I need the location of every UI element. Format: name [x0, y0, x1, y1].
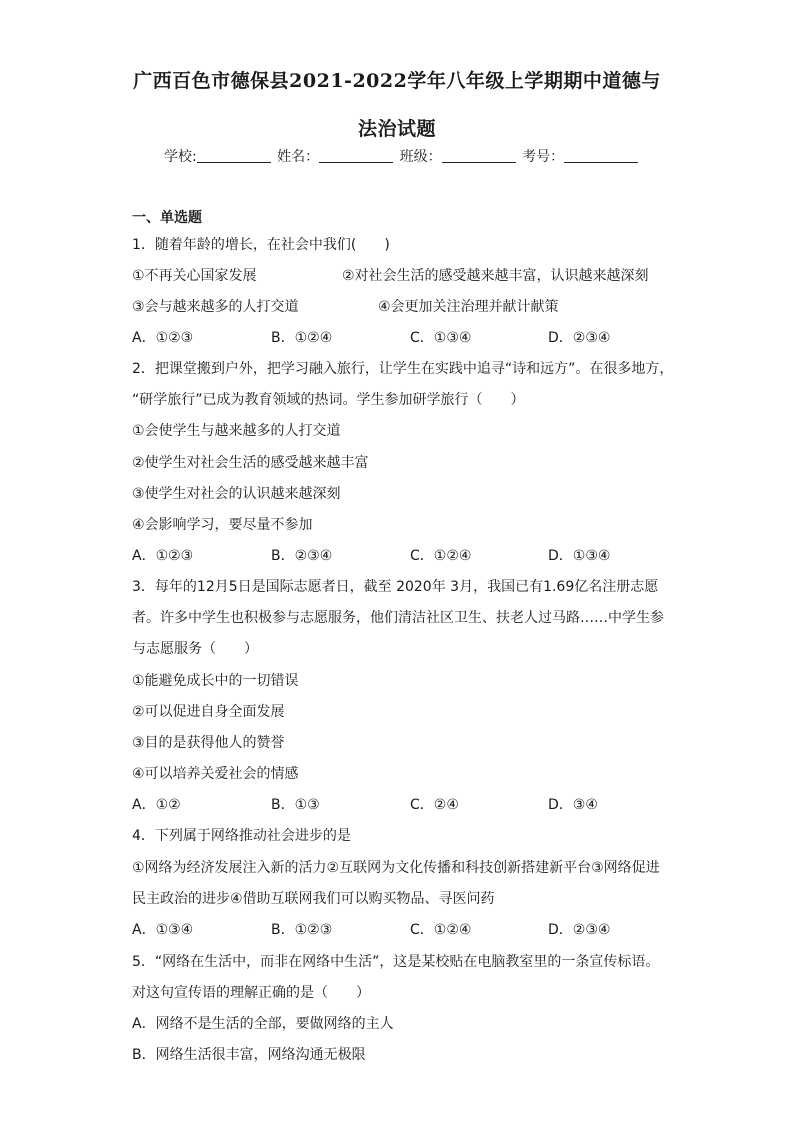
- question-1-option-a[interactable]: A．①②③: [132, 330, 194, 346]
- question-3-item: ③目的是获得他人的赞誉: [132, 735, 285, 751]
- question-5-option-a[interactable]: A．网络不是生活的全部，要做网络的主人: [132, 1016, 394, 1032]
- question-2-option-d[interactable]: D．①③④: [548, 548, 611, 564]
- question-2-option-c[interactable]: C．①②④: [410, 548, 472, 564]
- name-label: 姓名：: [277, 149, 320, 165]
- number-label: 考号：: [522, 149, 565, 165]
- question-2-stem: 2．把课堂搬到户外，把学习融入旅行，让学生在实践中追寻“诗和远方”。在很多地方，: [132, 361, 674, 377]
- question-5-stem: 对这句宣传语的理解正确的是（ ）: [132, 985, 370, 1001]
- question-4-option-c[interactable]: C．①②④: [410, 922, 472, 938]
- exam-title-line2: 法治试题: [357, 118, 436, 140]
- question-2-stem: “研学旅行”已成为教育领域的热词。学生参加研学旅行（ ）: [132, 392, 525, 408]
- question-5-option-b[interactable]: B．网络生活很丰富，网络沟通无极限: [132, 1047, 366, 1063]
- question-2-item: ④会影响学习，要尽量不参加: [132, 517, 313, 533]
- exam-title-line1: 广西百色市德保县2021-2022学年八年级上学期期中道德与: [133, 70, 661, 92]
- question-2-item: ①会使学生与越来越多的人打交道: [132, 423, 341, 439]
- question-1-option-b[interactable]: B．①②④: [271, 330, 333, 346]
- section-heading: 一、单选题: [132, 210, 202, 226]
- question-3-option-d[interactable]: D．③④: [548, 797, 598, 813]
- question-3-option-a[interactable]: A．①②: [132, 797, 181, 813]
- question-2-option-a[interactable]: A．①②③: [132, 548, 194, 564]
- question-4-option-b[interactable]: B．①②③: [271, 922, 333, 938]
- question-1-item: ①不再关心国家发展: [132, 268, 257, 284]
- question-4-option-d[interactable]: D．②③④: [548, 922, 611, 938]
- question-1-option-d[interactable]: D．②③④: [548, 330, 611, 346]
- question-1-item: ②对社会生活的感受越来越丰富，认识越来越深刻: [342, 268, 649, 284]
- question-2-option-b[interactable]: B．②③④: [271, 548, 333, 564]
- question-3-option-c[interactable]: C．②④: [410, 797, 459, 813]
- question-4-stem: 4．下列属于网络推动社会进步的是: [132, 828, 351, 844]
- question-1-option-c[interactable]: C．①③④: [410, 330, 472, 346]
- number-blank[interactable]: [564, 148, 638, 163]
- school-label: 学校:: [164, 149, 197, 165]
- question-3-item: ④可以培养关爱社会的情感: [132, 766, 299, 782]
- question-2-item: ②使学生对社会生活的感受越来越丰富: [132, 455, 369, 471]
- question-3-stem: 者。许多中学生也积极参与志愿服务，他们清洁社区卫生、扶老人过马路……中学生参: [132, 610, 664, 626]
- question-1-item: ④会更加关注治理并献计献策: [378, 299, 559, 315]
- question-4-item: ①网络为经济发展注入新的活力②互联网为文化传播和科技创新搭建新平台③网络促进: [132, 860, 660, 876]
- name-blank[interactable]: [319, 148, 393, 163]
- question-3-option-b[interactable]: B．①③: [271, 797, 320, 813]
- student-info-row: [164, 146, 640, 166]
- school-blank[interactable]: [197, 148, 271, 163]
- question-3-item: ①能避免成长中的一切错误: [132, 673, 299, 689]
- question-2-item: ③使学生对社会的认识越来越深刻: [132, 486, 341, 502]
- question-3-item: ②可以促进自身全面发展: [132, 704, 285, 720]
- question-4-item: 民主政治的进步④借助互联网我们可以购买物品、寻医问药: [132, 891, 495, 907]
- question-1-stem: 1．随着年龄的增长，在社会中我们( ): [132, 237, 390, 253]
- question-4-option-a[interactable]: A．①③④: [132, 922, 194, 938]
- question-5-stem: 5．“网络在生活中，而非在网络中生活”，这是某校贴在电脑教室里的一条宣传标语。: [132, 954, 660, 970]
- class-label: 班级：: [399, 149, 442, 165]
- question-3-stem: 与志愿服务（ ）: [132, 641, 258, 657]
- question-1-item: ③会与越来越多的人打交道: [132, 299, 299, 315]
- question-3-stem: 3．每年的12月5日是国际志愿者日，截至 2020年 3月，我国已有1.69亿名注册志愿: [132, 579, 659, 595]
- class-blank[interactable]: [442, 148, 516, 163]
